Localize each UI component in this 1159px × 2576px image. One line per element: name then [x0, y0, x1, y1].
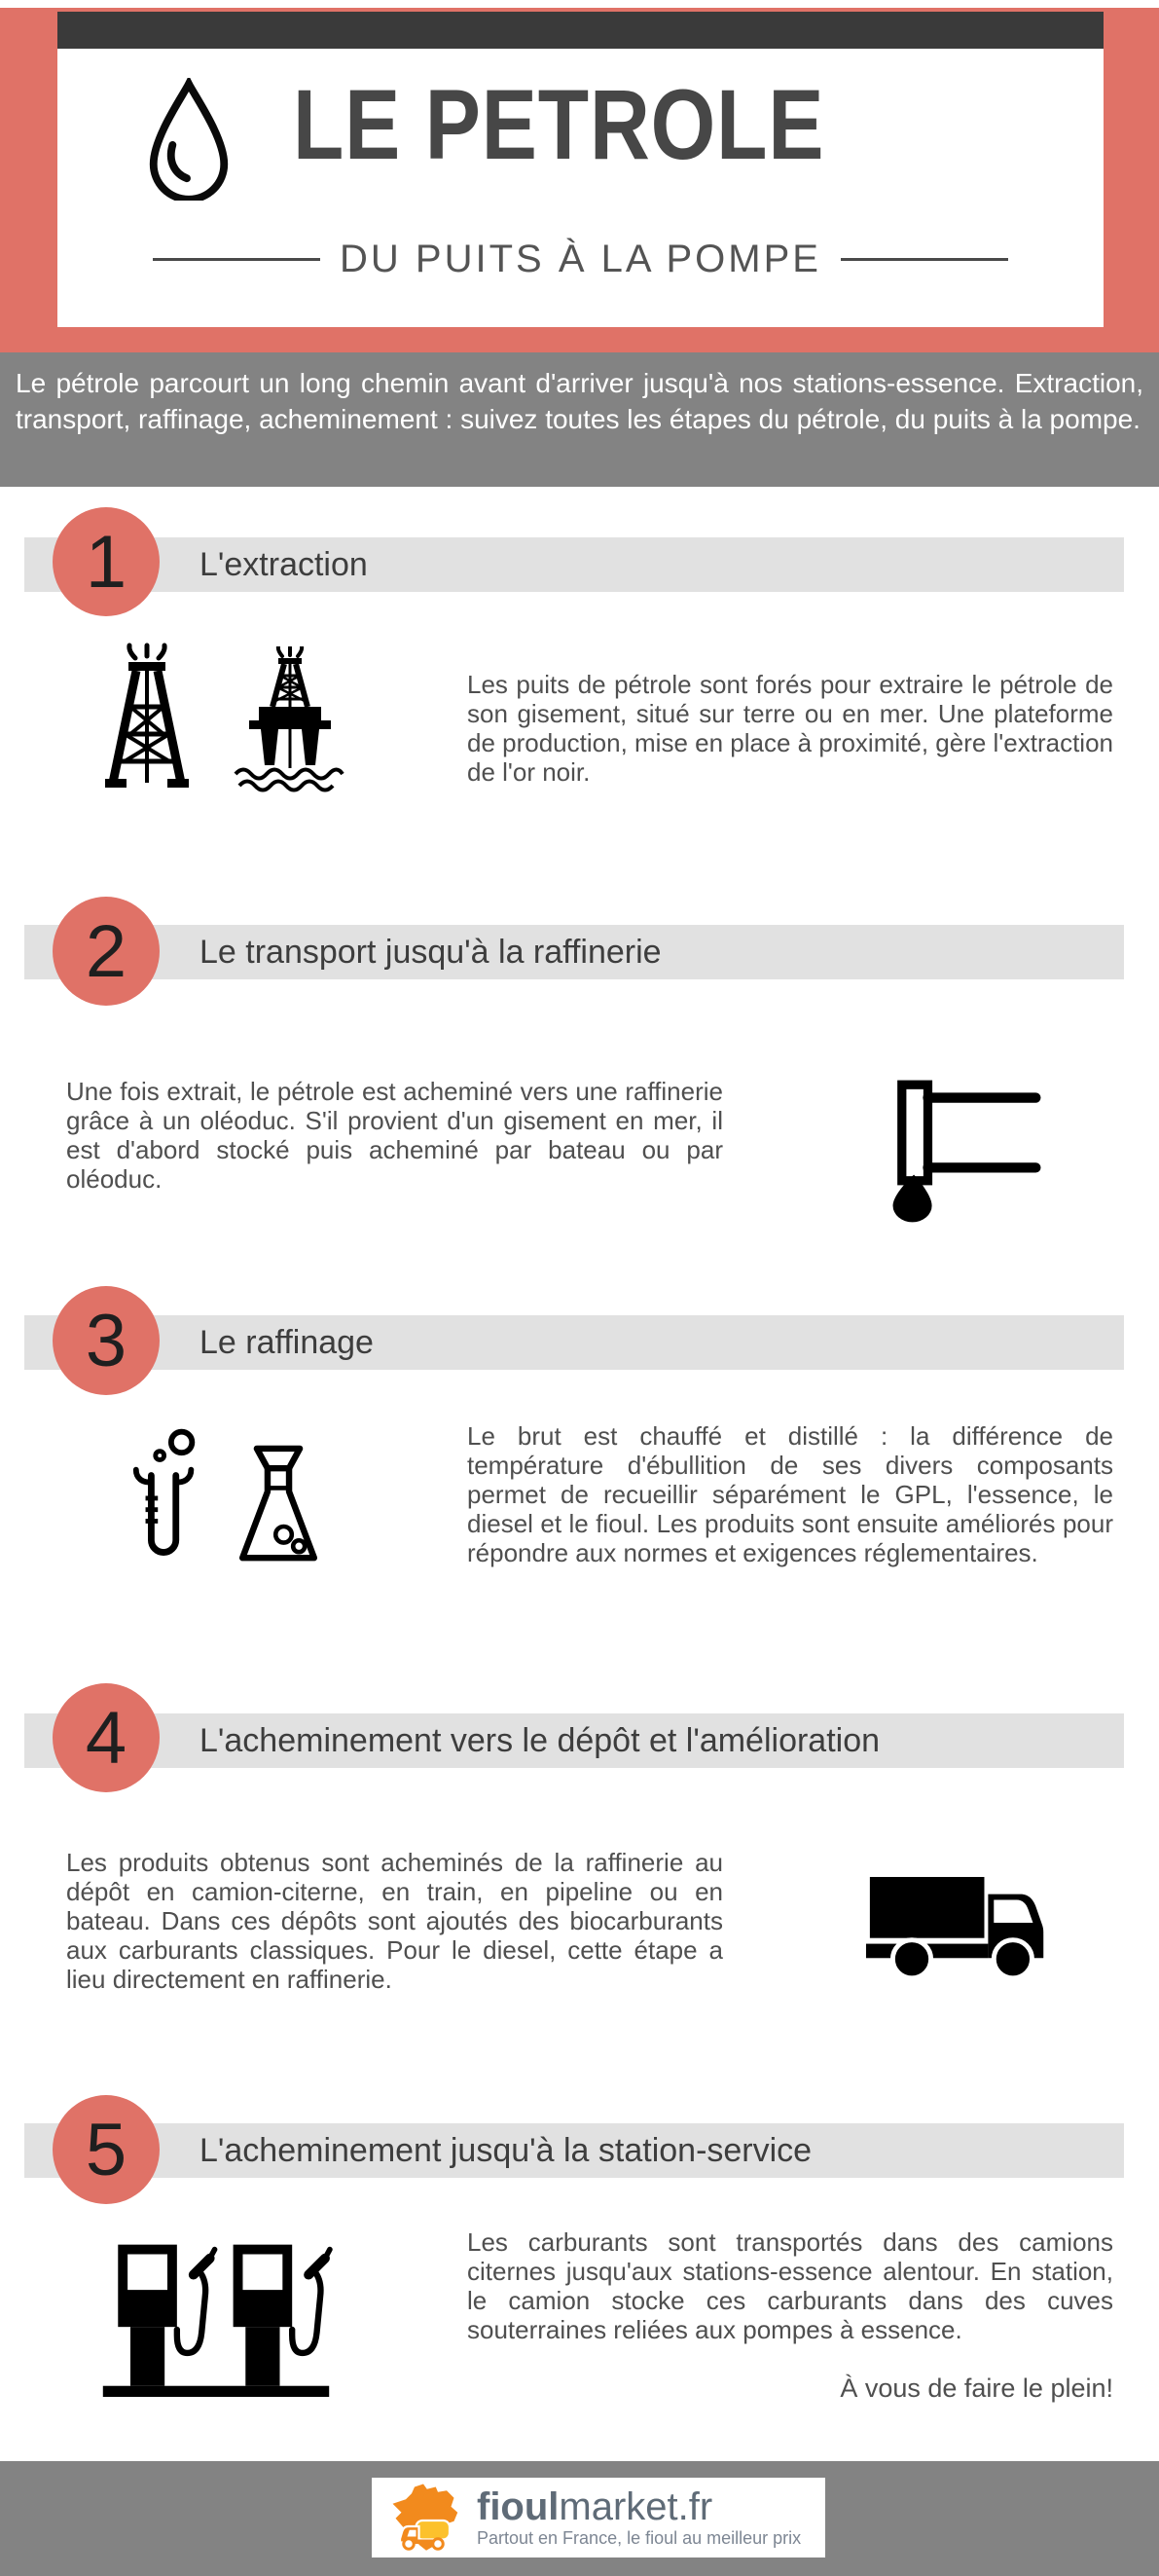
- france-map-icon: [380, 2483, 473, 2553]
- section-paragraph: Les produits obtenus sont acheminés de la raffinerie au dépôt en camion-citerne, en train, en pipeline ou en bateau. Dans ces dépôts sont ajoutés des biocarburants aux carburants classiques. Pour le diesel, cette étape a lieu directement en raffinerie.: [66, 1848, 723, 1994]
- step-number-badge: [53, 897, 160, 1006]
- step-number: 2: [85, 909, 127, 993]
- step-number-badge: [53, 2095, 160, 2204]
- page-subtitle: DU PUITS À LA POMPE: [340, 237, 821, 280]
- header: [0, 8, 1159, 352]
- section-paragraph: Les puits de pétrole sont forés pour extraire le pétrole de son gisement, situé sur terre ou en mer. Une plateforme de production, mise en place à proximité, gère l'extraction de l'or noir.: [467, 670, 1113, 787]
- section-title-bar: [24, 1315, 1124, 1370]
- subtitle-line-right: [841, 258, 1008, 261]
- header-top-bar: [57, 12, 1104, 49]
- flask-icon: [234, 1439, 323, 1569]
- brand-name: [477, 2486, 801, 2527]
- subtitle-line-left: [153, 258, 320, 261]
- step-number: 5: [85, 2108, 127, 2191]
- section-paragraph: Une fois extrait, le pétrole est acheminé vers une raffinerie grâce à un oléoduc. S'il provient d'un gisement en mer, il est d'abord stocké puis acheminé par bateau ou par oléoduc.: [66, 1077, 723, 1194]
- section-title: Le transport jusqu'à la raffinerie: [199, 934, 662, 971]
- offshore-platform-icon: [232, 646, 348, 792]
- section-title-bar: [24, 537, 1124, 592]
- oil-derrick-icon: [103, 641, 191, 794]
- oil-drop-icon: [141, 78, 236, 201]
- closing-line: À vous de faire le plein!: [840, 2374, 1113, 2403]
- fuel-pump-icon: [234, 2245, 330, 2386]
- tanker-truck-icon: [864, 1867, 1055, 1980]
- fuel-pump-icon: [118, 2245, 214, 2386]
- page-subtitle-row: [57, 236, 1104, 282]
- section-title: Le raffinage: [199, 1324, 374, 1361]
- step-number: 4: [85, 1696, 127, 1780]
- fuel-pump-icons: [70, 2239, 362, 2397]
- footer-logo: [372, 2478, 825, 2558]
- header-card: [57, 49, 1104, 327]
- step-number-badge: [53, 507, 160, 616]
- pipeline-icon: [874, 1077, 1059, 1227]
- test-tube-icon: [128, 1423, 204, 1571]
- section-title: L'extraction: [199, 546, 368, 583]
- intro-banner: [0, 352, 1159, 487]
- step-number: 1: [85, 520, 127, 604]
- brand-tagline: Partout en France, le fioul au meilleur prix: [477, 2528, 802, 2548]
- section-paragraph: Le brut est chauffé et distillé : la différence de température d'ébullition de ses divers composants permet de recueillir séparément le GPL, l'essence, le diesel et le fioul. Les produits sont ensuite améliorés pour répondre aux normes et exigences réglementaires.: [467, 1421, 1113, 1567]
- intro-text: Le pétrole parcourt un long chemin avant d'arriver jusqu'à nos stations-essence. Extraction, transport, raffinage, acheminement : suivez toutes les étapes du pétrole, du puits à la pompe.: [16, 368, 1143, 434]
- brand-name-bold: fioul: [477, 2485, 560, 2528]
- page-title: LE PETROLE: [293, 69, 825, 180]
- section-paragraph: Les carburants sont transportés dans des camions citernes jusqu'aux stations-essence alentour. En station, le camion stocke ces carburants dans des cuves souterraines reliées aux pompes à essence.: [467, 2227, 1113, 2344]
- step-number-badge: [53, 1286, 160, 1395]
- brand-name-rest: market.fr: [559, 2485, 713, 2528]
- brand-text-block: [477, 2486, 801, 2549]
- section-title: L'acheminement jusqu'à la station-service: [199, 2132, 813, 2169]
- step-number: 3: [85, 1299, 127, 1382]
- footer: [0, 2461, 1159, 2576]
- section-title: L'acheminement vers le dépôt et l'amélioration: [199, 1722, 881, 1759]
- step-number-badge: [53, 1683, 160, 1792]
